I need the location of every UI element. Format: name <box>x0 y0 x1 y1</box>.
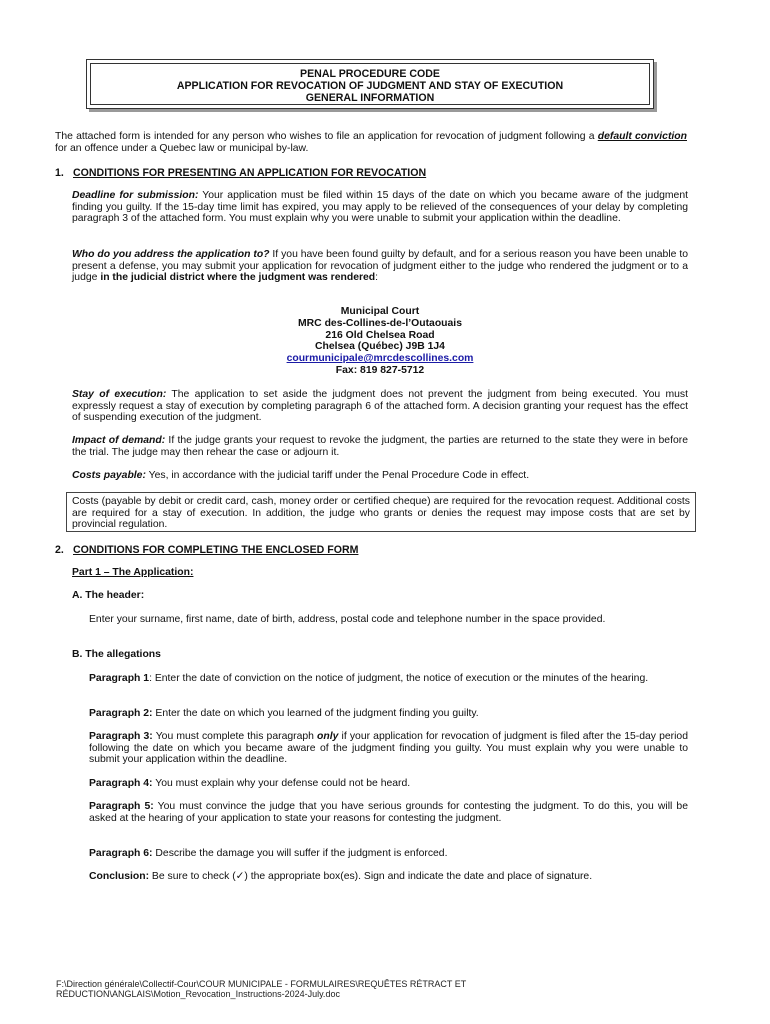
paragraph-3-text: You must complete this paragraph <box>152 731 318 742</box>
deadline-paragraph <box>72 190 688 225</box>
paragraph-5-instruction <box>89 801 688 824</box>
allegations-subtitle: B. The allegations <box>72 649 161 660</box>
court-address <box>72 306 688 377</box>
court-fax: Fax: 819 827-5712 <box>335 364 425 376</box>
stay-paragraph <box>72 389 688 424</box>
paragraph-6-text: Describe the damage you will suffer if the judgment is enforced. <box>152 848 448 859</box>
title-box <box>86 59 654 109</box>
paragraph-1-instruction <box>89 673 688 685</box>
court-email-link[interactable]: courmunicipale@mrcdescollines.com <box>286 353 474 365</box>
costs-box-text: Costs (payable by debit or credit card, cash, money order or certified cheque) are required for the revocation request. Additional costs are required for a stay of execution. In addition, the judge who grants or denies the request may impose costs that are set by provincial regulation. <box>72 496 690 531</box>
conclusion-text: Be sure to check (✓) the appropriate box(es). Sign and indicate the date and place of signature. <box>149 871 593 882</box>
header-subtitle: A. The header: <box>72 590 145 601</box>
footer-line-1: F:\Direction générale\Collectif-Cour\COUR MUNICIPALE - FORMULAIRES\REQUÊTES RÉTRACT ET <box>56 979 467 989</box>
section-1-heading <box>55 167 426 179</box>
who-label: Who do you address the application to? <box>72 249 270 260</box>
costs-text: Yes, in accordance with the judicial tariff under the Penal Procedure Code in effect. <box>145 470 530 481</box>
who-paragraph <box>72 249 688 284</box>
section-1-title: CONDITIONS FOR PRESENTING AN APPLICATION FOR REVOCATION <box>73 167 427 179</box>
paragraph-3-text-end: if your application for revocation of judgment is filed after the 15-day period following the date on which you became aware of the judgment finding you guilty. You must explain why you were unable to submit your application within the deadline. <box>89 731 688 766</box>
impact-label: Impact of demand: <box>72 435 166 446</box>
paragraph-2-text: Enter the date on which you learned of the judgment finding you guilty. <box>152 708 479 719</box>
stay-label: Stay of execution: <box>72 389 167 400</box>
title-line-2: APPLICATION FOR REVOCATION OF JUDGMENT AND STAY OF EXECUTION <box>176 80 564 93</box>
court-street: 216 Old Chelsea Road <box>325 329 435 341</box>
costs-paragraph <box>72 470 688 482</box>
file-path-footer <box>56 979 466 999</box>
costs-label: Costs payable: <box>72 470 146 481</box>
conclusion-instruction <box>89 871 688 883</box>
paragraph-5-text: You must convince the judge that you have serious grounds for contesting the judgment. To do this, you will be asked at the hearing of your application to state your reasons for contesting the judgment. <box>89 801 688 824</box>
paragraph-1-text: : Enter the date of conviction on the notice of judgment, the notice of execution or the minutes of the hearing. <box>149 673 649 684</box>
intro-text: The attached form is intended for any person who wishes to file an application for revocation of judgment following a <box>55 131 598 142</box>
intro-text-end: for an offence under a Quebec law or municipal by-law. <box>55 142 309 154</box>
costs-box <box>66 492 696 532</box>
deadline-text: Your application must be filed within 15 days of the date on which you became aware of the judgment finding you guilty. If the 15-day time limit has expired, you may apply to be relieved of the consequences of your delay by completing paragraph 3 of the attached form. You must explain why you were unable to submit your application within the deadline. <box>72 190 688 225</box>
title-line-3: GENERAL INFORMATION <box>305 92 435 105</box>
section-2-title: CONDITIONS FOR COMPLETING THE ENCLOSED FORM <box>73 544 359 556</box>
paragraph-1-label: Paragraph 1 <box>89 673 150 684</box>
stay-text: The application to set aside the judgment does not prevent the judgment from being executed. You must expressly request a stay of execution by completing paragraph 6 of the attached form. A decision granting your request has the effect of suspending execution of the judgment. <box>72 389 688 424</box>
paragraph-5-label: Paragraph 5: <box>89 801 154 812</box>
paragraph-2-label: Paragraph 2: <box>89 708 153 719</box>
intro-paragraph <box>55 131 687 154</box>
court-mrc: MRC des-Collines-de-l’Outaouais <box>298 317 462 329</box>
paragraph-2-instruction <box>89 708 688 720</box>
paragraph-6-label: Paragraph 6: <box>89 848 153 859</box>
court-city: Chelsea (Québec) J9B 1J4 <box>315 341 445 353</box>
paragraph-4-text: You must explain why your defense could not be heard. <box>152 778 411 789</box>
paragraph-4-label: Paragraph 4: <box>89 778 153 789</box>
impact-paragraph <box>72 435 688 458</box>
default-conviction-term: default conviction <box>597 131 687 142</box>
title-line-1: PENAL PROCEDURE CODE <box>300 68 440 80</box>
footer-line-2: RÉDUCTION\ANGLAIS\Motion_Revocation_Instructions-2024-July.doc <box>56 989 340 1000</box>
paragraph-3-instruction <box>89 731 688 766</box>
who-text: If you have been found guilty by default, and for a serious reason you have been unable to present a defense, you may submit your application for revocation of judgment either to the judge who rendered the judgment or to a judge <box>72 249 688 284</box>
impact-text: If the judge grants your request to revoke the judgment, the parties are returned to the state they were in before the trial. The judge may then rehear the case or adjourn it. <box>72 435 688 458</box>
paragraph-3-label: Paragraph 3: <box>89 731 153 742</box>
section-2-number: 2. <box>55 544 64 556</box>
only-emphasis: only <box>317 731 339 742</box>
paragraph-4-instruction <box>89 778 688 790</box>
who-colon: : <box>375 272 379 284</box>
deadline-label: Deadline for submission: <box>72 190 199 201</box>
conclusion-label: Conclusion: <box>89 871 150 882</box>
header-instructions: Enter your surname, first name, date of birth, address, postal code and telephone number in the space provided. <box>89 614 606 625</box>
section-2-heading <box>55 544 358 556</box>
paragraph-6-instruction <box>89 848 688 860</box>
part-1-title: Part 1 – The Application: <box>72 567 194 578</box>
judicial-district-text: in the judicial district where the judgment was rendered <box>100 272 376 284</box>
court-name: Municipal Court <box>340 306 420 317</box>
section-1-number: 1. <box>55 167 64 179</box>
